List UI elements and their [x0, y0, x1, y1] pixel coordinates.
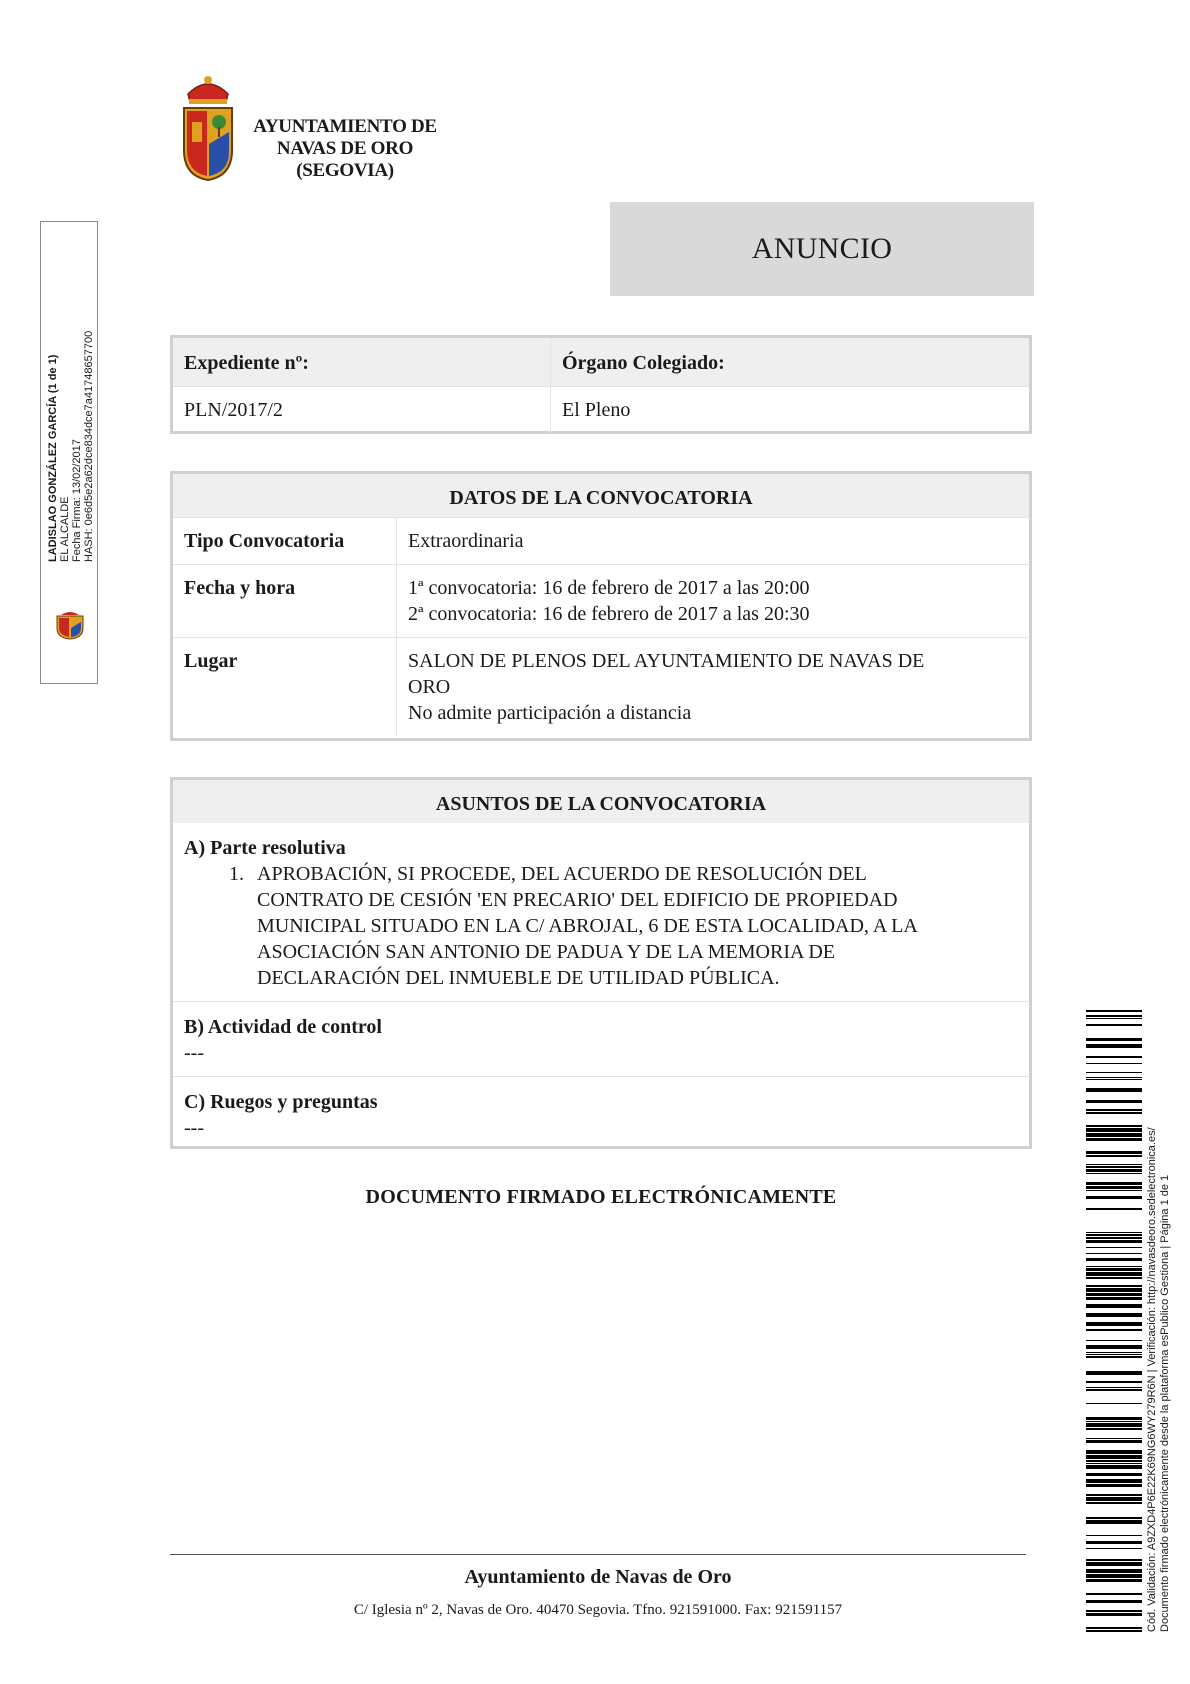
- verification-line-1: Cód. Validación: A9ZXD4P6E22K69NG6WY279R6N | Verificación: http://navasdeoro.sedelectronica.es/: [1146, 1127, 1158, 1632]
- logo-text: [240, 116, 450, 182]
- lugar-label: Lugar: [173, 638, 397, 736]
- list-item: [184, 861, 1018, 991]
- verification-text: [1146, 992, 1172, 1632]
- validation-barcode: [1086, 1010, 1142, 1632]
- item-line-1: APROBACIÓN, SI PROCEDE, DEL ACUERDO DE RESOLUCIÓN DEL: [257, 863, 867, 885]
- parte-a-section: [173, 823, 1029, 1001]
- signer-role: EL ALCALDE: [59, 496, 71, 562]
- signed-notice: DOCUMENTO FIRMADO ELECTRÓNICAMENTE: [365, 1186, 837, 1208]
- fecha-value-1: 1ª convocatoria: 16 de febrero de 2017 a las 20:00: [408, 577, 810, 599]
- footer-address: C/ Iglesia nº 2, Navas de Oro. 40470 Segovia. Tfno. 921591000. Fax: 921591157: [353, 1602, 843, 1618]
- fecha-row: [173, 564, 1029, 637]
- logo-line-3: (SEGOVIA): [296, 160, 394, 181]
- logo-line-2: NAVAS DE ORO: [276, 138, 414, 159]
- item-line-3: MUNICIPAL SITUADO EN LA C/ ABROJAL, 6 DE ESTA LOCALIDAD, A LA: [257, 915, 918, 937]
- document-title: ANUNCIO: [610, 202, 1034, 296]
- lugar-value-3: No admite participación a distancia: [408, 702, 692, 724]
- item-line-5: DECLARACIÓN DEL INMUEBLE DE UTILIDAD PÚBLICA.: [257, 967, 780, 989]
- expediente-label: Expediente nº:: [173, 338, 551, 386]
- fecha-values: [397, 565, 1029, 637]
- item-line-2: CONTRATO DE CESIÓN 'EN PRECARIO' DEL EDIFICIO DE PROPIEDAD: [257, 889, 898, 911]
- lugar-value-2: ORO: [408, 676, 451, 698]
- convocatoria-title: DATOS DE LA CONVOCATORIA: [173, 474, 1029, 517]
- item-line-4: ASOCIACIÓN SAN ANTONIO DE PADUA Y DE LA MEMORIA DE: [257, 941, 835, 963]
- lugar-value-1: SALON DE PLENOS DEL AYUNTAMIENTO DE NAVAS DE: [408, 650, 925, 672]
- parte-a-title: A) Parte resolutiva: [184, 837, 346, 859]
- organo-value: El Pleno: [562, 399, 631, 421]
- signature-stamp: [40, 221, 98, 684]
- lugar-values: [397, 638, 1029, 736]
- small-coat-of-arms-icon: [51, 610, 89, 640]
- parte-b-value: ---: [184, 1042, 204, 1064]
- tipo-value: Extraordinaria: [408, 530, 524, 552]
- signature-text: [47, 262, 95, 562]
- parte-b-title: B) Actividad de control: [184, 1016, 382, 1038]
- asuntos-title: ASUNTOS DE LA CONVOCATORIA: [173, 780, 1029, 823]
- asuntos-box: [170, 777, 1032, 1149]
- parte-c-value: ---: [184, 1117, 204, 1139]
- footer-name: Ayuntamiento de Navas de Oro: [464, 1566, 732, 1588]
- parte-c-section: [173, 1076, 1029, 1151]
- signature-date: Fecha Firma: 13/02/2017: [71, 439, 83, 562]
- parte-b-section: [173, 1001, 1029, 1076]
- parte-c-title: C) Ruegos y preguntas: [184, 1091, 378, 1113]
- item-number: 1.: [229, 863, 244, 885]
- signer-name: LADISLAO GONZÁLEZ GARCÍA (1 de 1): [47, 354, 59, 562]
- footer-divider: [170, 1554, 1026, 1555]
- verification-line-2: Documento firmado electrónicamente desde la plataforma esPublico Gestiona | Página 1 de 1: [1159, 1174, 1171, 1632]
- logo-line-1: AYUNTAMIENTO DE: [253, 116, 437, 137]
- expediente-box: [170, 335, 1032, 434]
- fecha-value-2: 2ª convocatoria: 16 de febrero de 2017 a las 20:30: [408, 603, 810, 625]
- signature-hash: HASH: 0e6d5e2a62dce834dce7a41748657700: [83, 330, 95, 562]
- item-text: [257, 861, 1018, 991]
- tipo-row: [173, 517, 1029, 564]
- expediente-value-row: [173, 386, 1029, 433]
- expediente-value: PLN/2017/2: [173, 387, 551, 433]
- expediente-header-row: [173, 338, 1029, 386]
- convocatoria-box: [170, 471, 1032, 741]
- fecha-label: Fecha y hora: [173, 565, 397, 637]
- municipal-logo: [178, 72, 468, 184]
- organo-label: Órgano Colegiado:: [562, 352, 725, 374]
- lugar-row: [173, 637, 1029, 736]
- tipo-label: Tipo Convocatoria: [173, 518, 397, 564]
- coat-of-arms-icon: [178, 72, 238, 184]
